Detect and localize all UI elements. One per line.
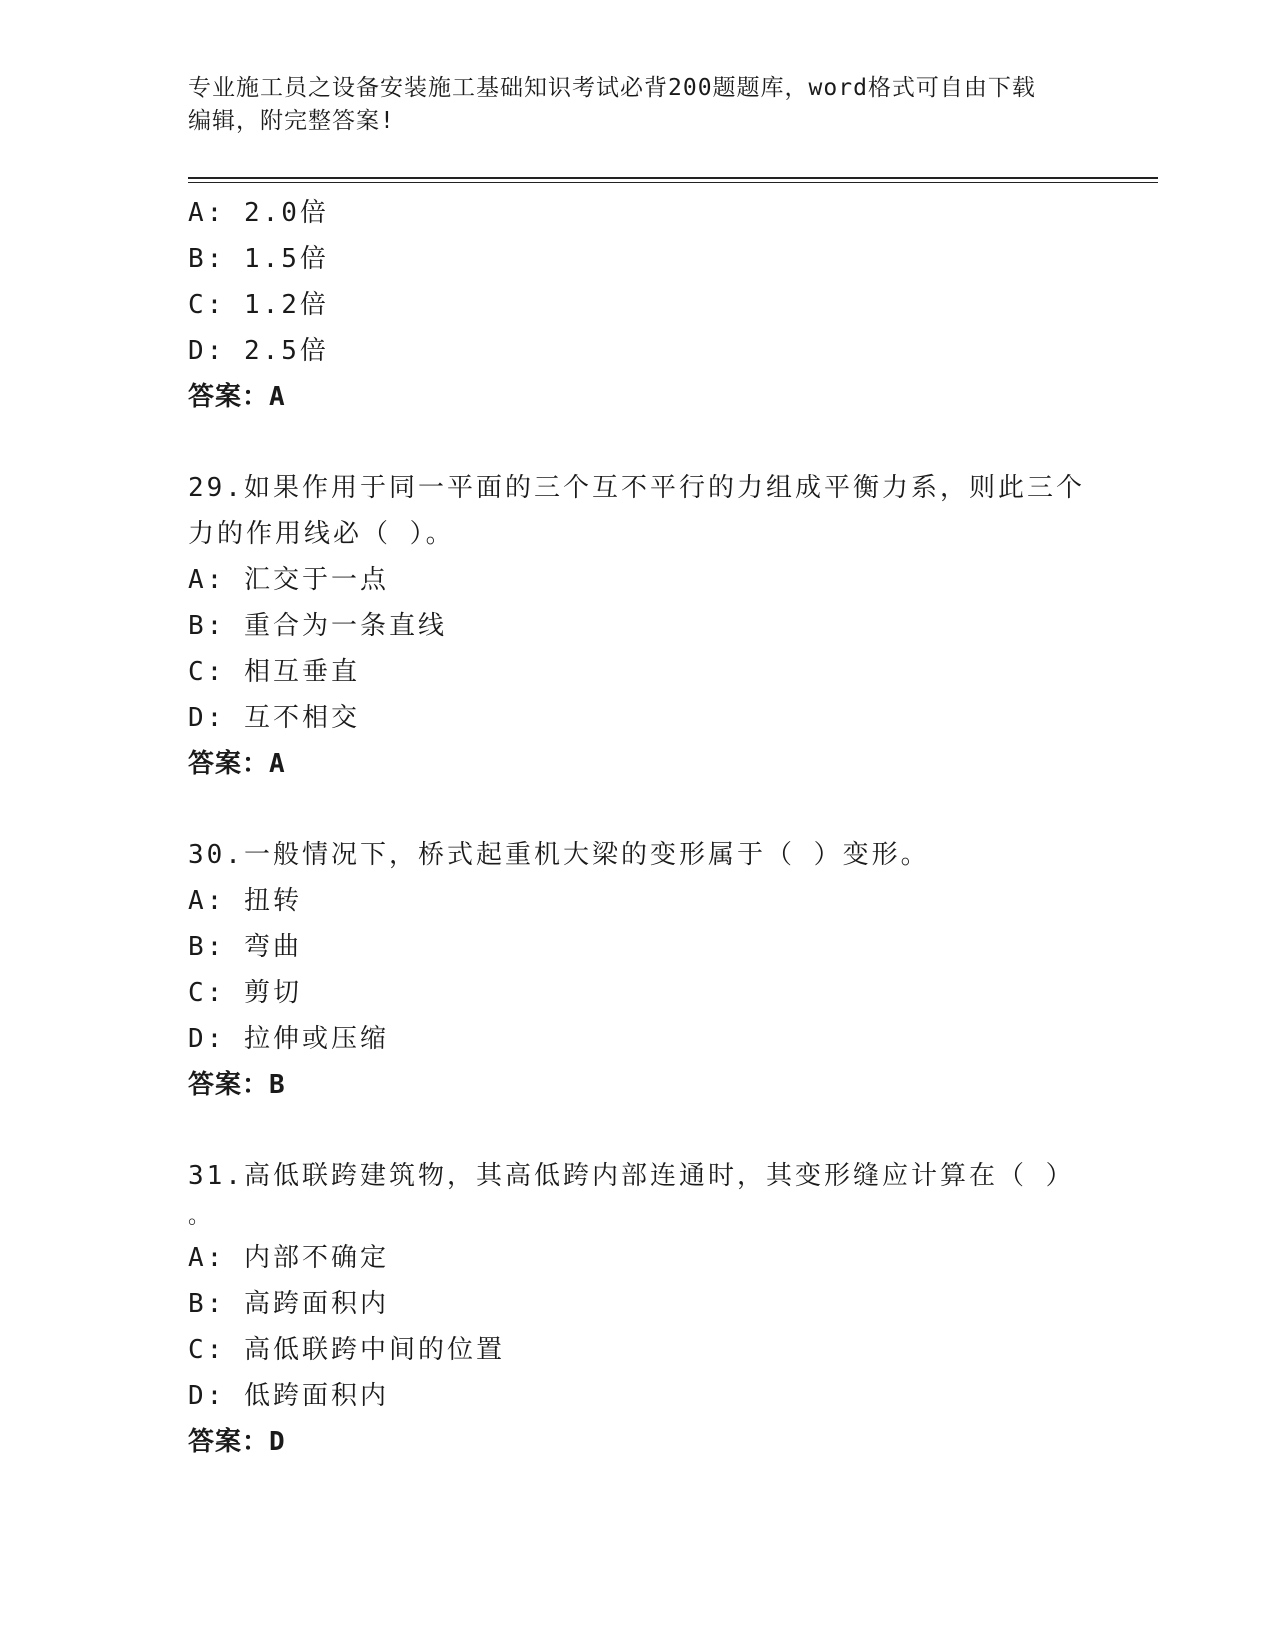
question-29 — [188, 465, 1088, 787]
question-stem-line-2: 。 — [188, 1204, 214, 1229]
option-d: D: 低跨面积内 — [188, 1381, 389, 1411]
question-31 — [188, 1153, 1088, 1465]
header-title-line-1: 专业施工员之设备安装施工基础知识考试必背200题题库，word格式可自由下载 — [188, 75, 1036, 101]
option-d: D: 互不相交 — [188, 703, 360, 733]
question-28 — [188, 190, 1088, 420]
option-d: D: 2.5倍 — [188, 336, 329, 366]
option-a: A: 内部不确定 — [188, 1243, 389, 1273]
option-b: B: 弯曲 — [188, 932, 302, 962]
question-stem-line-1: 31.高低联跨建筑物，其高低跨内部连通时，其变形缝应计算在（ ） — [188, 1161, 1075, 1191]
option-c: C: 1.2倍 — [188, 290, 329, 320]
option-d: D: 拉伸或压缩 — [188, 1024, 389, 1054]
option-a: A: 2.0倍 — [188, 198, 329, 228]
answer-label: 答案：D — [188, 1427, 286, 1457]
option-c: C: 高低联跨中间的位置 — [188, 1335, 505, 1365]
header-title-line-2: 编辑，附完整答案! — [188, 108, 395, 134]
header-divider-thin — [188, 182, 1158, 183]
question-30 — [188, 832, 1088, 1108]
question-stem-line-2: 力的作用线必（ ）。 — [188, 519, 455, 549]
answer-label: 答案：A — [188, 749, 286, 779]
option-c: C: 剪切 — [188, 978, 302, 1008]
option-b: B: 重合为一条直线 — [188, 611, 447, 641]
option-b: B: 高跨面积内 — [188, 1289, 389, 1319]
header-divider-thick — [188, 177, 1158, 179]
question-stem-line-1: 30.一般情况下，桥式起重机大梁的变形属于（ ）变形。 — [188, 840, 930, 870]
answer-label: 答案：B — [188, 1070, 286, 1100]
question-list — [188, 190, 1088, 1465]
option-c: C: 相互垂直 — [188, 657, 360, 687]
question-stem-line-1: 29.如果作用于同一平面的三个互不平行的力组成平衡力系，则此三个 — [188, 473, 1085, 503]
option-b: B: 1.5倍 — [188, 244, 329, 274]
option-a: A: 扭转 — [188, 886, 302, 916]
answer-label: 答案：A — [188, 382, 286, 412]
document-header — [188, 72, 1068, 138]
option-a: A: 汇交于一点 — [188, 565, 389, 595]
